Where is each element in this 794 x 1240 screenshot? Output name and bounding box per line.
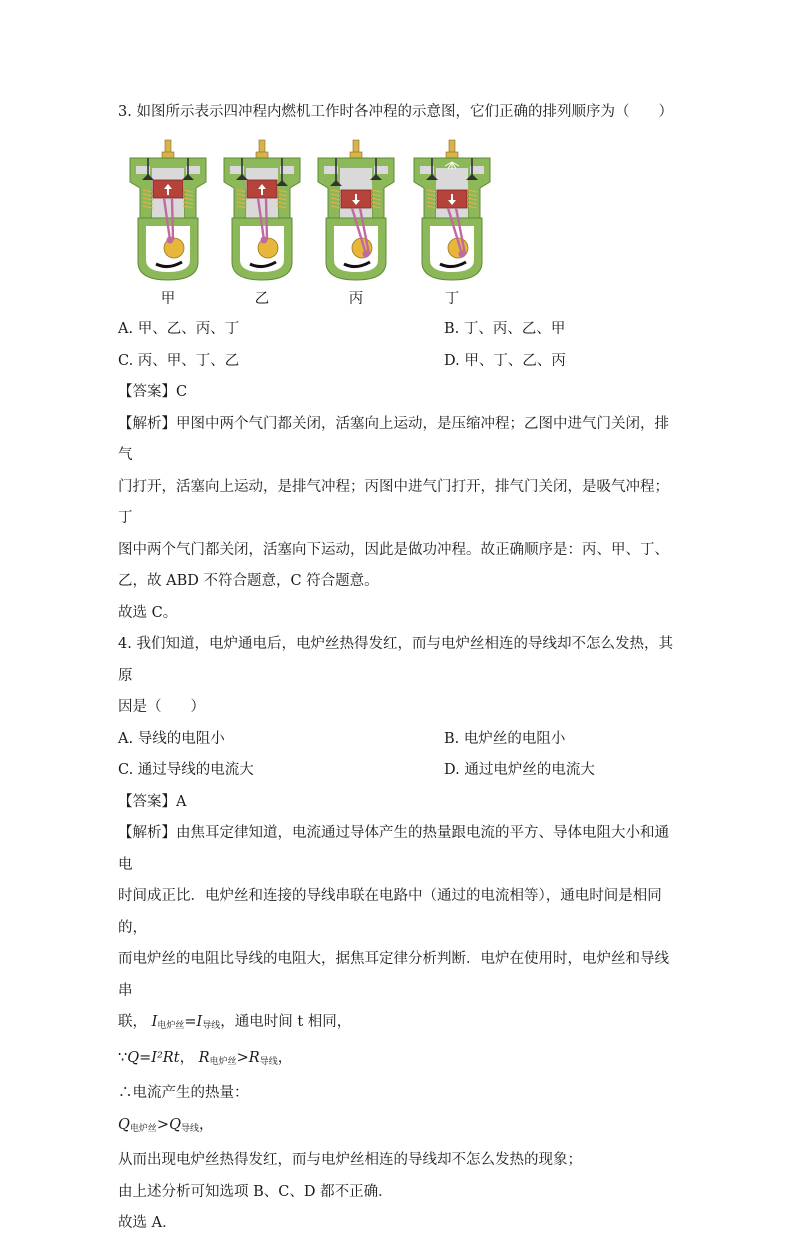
q4-summary: 由上述分析可知选项 B、C、D 都不正确． [118,1183,393,1200]
q3-options-row2 [118,346,678,378]
joule-law-formula: Q=I²Rt [127,1049,180,1066]
q4-option-c[interactable]: C. 通过导线的电流大 [118,762,254,778]
q4-options-row2 [118,755,678,787]
q4-phenomenon: 从而出现电炉丝热得发红，而与电炉丝相连的导线却不怎么发热的现象； [118,1152,582,1168]
comma: ， [198,1116,214,1133]
equals-sign: = [184,1014,197,1030]
engine-yi-diagram [218,138,306,284]
engine-jia-diagram [124,138,212,284]
connecting-rod [172,198,173,240]
q3-option-d[interactable]: D. 甲、丁、乙、丙 [444,352,566,369]
q4-options-row1 [118,724,678,756]
current-symbol: I [151,1014,158,1030]
engine-figure-ding [408,138,496,308]
q4-analysis-line4 [118,1007,678,1043]
q3-answer: 【答案】C [118,384,188,400]
comma: ， [179,1049,195,1066]
q3-option-c[interactable]: C. 丙、甲、丁、乙 [118,352,240,369]
q4-stem-line2: 因是（ ） [118,699,205,715]
q4-stem-line1: 4. 我们知道，电炉通电后，电炉丝热得发红，而与电炉丝相连的导线却不怎么发热，其原 [118,636,673,684]
q3-options-row1 [118,314,678,346]
q4-analysis-line3: 而电炉丝的电阻比导线的电阻大，据焦耳定律分析判断．电炉在使用时，电炉丝和导线串 [118,951,669,999]
because-symbol: ∵ [118,1049,128,1066]
q4-text-lian: 联， [118,1014,147,1030]
heat-symbol: Q [169,1116,181,1133]
spark-plug-base [256,152,268,158]
q4-answer: 【答案】A [118,793,187,810]
q3-analysis-line3: 图中两个气门都关闭，活塞向下运动，因此是做功冲程。故正确顺序是：丙、甲、丁、 [118,541,669,558]
crank-pin [459,251,466,258]
q3-analysis-line1: 【解析】甲图中两个气门都关闭，活塞向上运动，是压缩冲程；乙图中进气门关闭，排气 [118,415,669,463]
spark-plug-base [446,152,458,158]
worksheet-page [118,100,678,1240]
subscript-heater-wire: 电炉丝 [157,1021,185,1031]
q4-heat-comparison [118,1110,678,1146]
spark-plug-base [162,152,174,158]
q3-analysis-line4: 乙，故 ABD 不符合题意，C 符合题意。 [118,573,379,589]
q3-stem: 3. 如图所示表示四冲程内燃机工作时各冲程的示意图，它们正确的排列顺序为（ ） [118,104,673,120]
q4-analysis-line2: 时间成正比．电炉丝和连接的导线串联在电路中（通过的电流相等），通电时间是相同的， [118,888,662,936]
resistance-symbol: R [198,1049,210,1066]
comma: ， [277,1049,293,1066]
figure-label-jia: 甲 [160,291,176,307]
q4-conclusion: 故选 A． [118,1215,177,1231]
q4-therefore-line: ∴电流产生的热量： [118,1085,249,1101]
q4-option-a[interactable]: A. 导线的电阻小 [118,730,225,747]
q3-option-b[interactable]: B. 丁、丙、乙、甲 [444,321,566,337]
q3-conclusion: 故选 C。 [118,604,178,621]
q3-analysis-line2: 门打开，活塞向上运动，是排气冲程；丙图中进气门打开，排气门关闭，是吸气冲程；丁 [118,478,669,526]
q4-analysis-line1: 【解析】由焦耳定律知道，电流通过导体产生的热量跟电流的平方、导体电阻大小和通电 [118,825,669,873]
q4-formula-line [118,1043,678,1079]
q3-option-a[interactable]: A. 甲、乙、丙、丁 [118,321,240,337]
subscript-heater-wire: 电炉丝 [129,1123,157,1134]
engine-figure-yi [218,138,306,308]
greater-than-sign: > [236,1049,249,1066]
resistance-symbol: R [248,1049,260,1066]
spark-plug-base [350,152,362,158]
engine-figure-bing [312,138,400,308]
q4-option-d[interactable]: D. 通过电炉丝的电流大 [444,762,595,778]
subscript-wire: 导线 [259,1056,278,1067]
engine-bing-diagram [312,138,400,284]
q4-text-time-same: ，通电时间 t 相同， [220,1014,352,1030]
crank-pin [363,251,370,258]
greater-than-sign: > [156,1116,170,1133]
engine-diagrams [118,138,678,314]
subscript-heater-wire: 电炉丝 [209,1056,237,1067]
crank-pin [167,237,174,244]
heat-symbol: Q [118,1116,130,1133]
subscript-wire: 导线 [202,1021,221,1031]
figure-label-yi: 乙 [254,291,270,307]
figure-label-bing: 丙 [348,291,364,307]
crank-pin [261,237,268,244]
engine-ding-diagram [408,138,496,284]
engine-figure-jia [124,138,212,308]
q4-option-b[interactable]: B. 电炉丝的电阻小 [444,730,566,747]
current-symbol: I [196,1014,203,1030]
connecting-rod [266,198,267,240]
subscript-wire: 导线 [180,1123,199,1134]
figure-label-ding: 丁 [444,291,460,307]
